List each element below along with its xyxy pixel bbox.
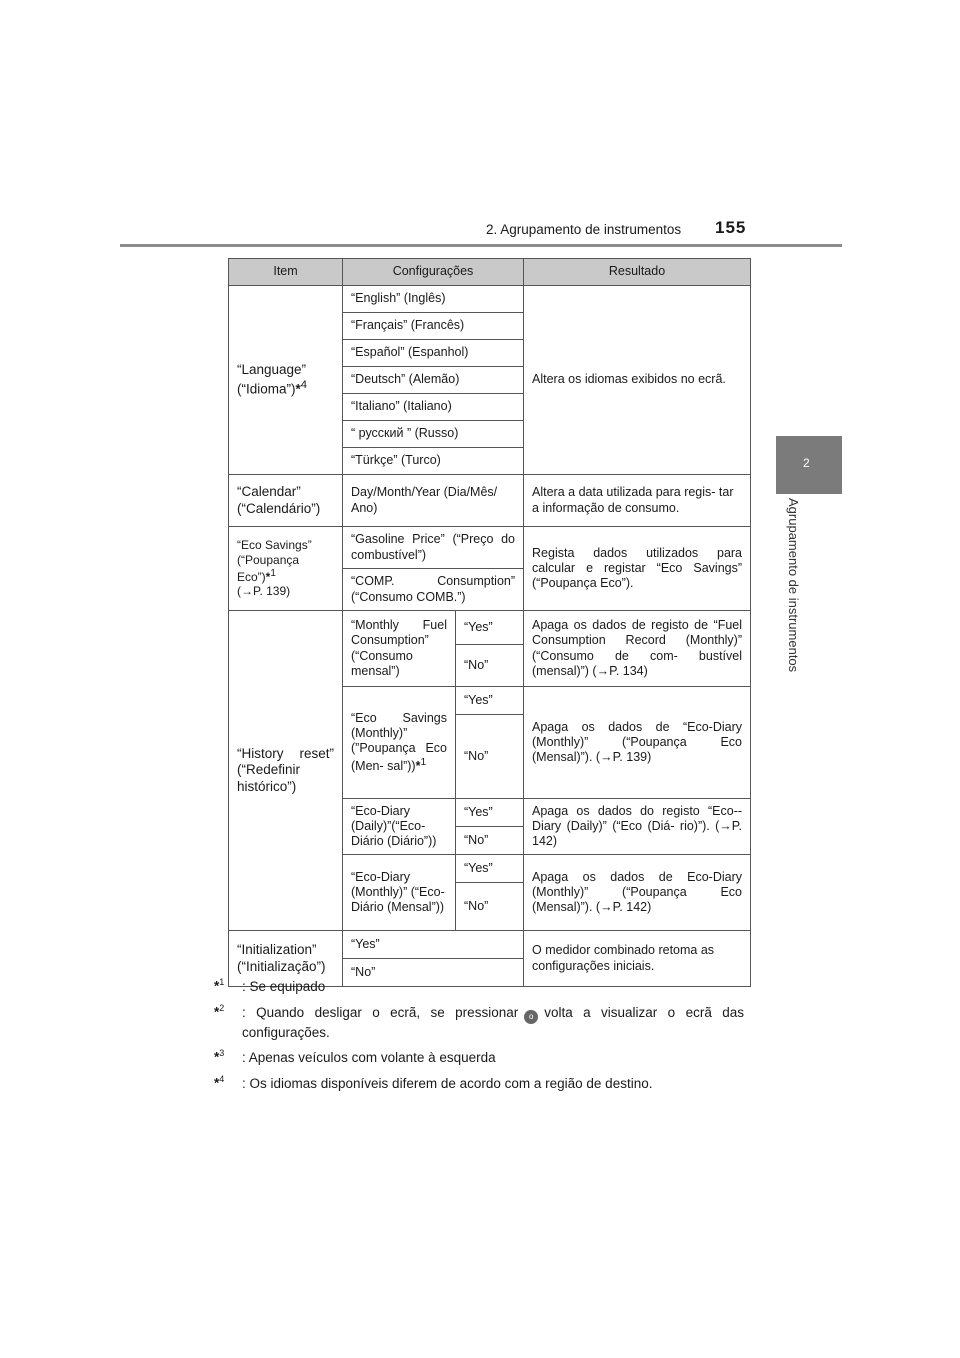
option-yes: “Yes”	[456, 687, 524, 715]
init-result: O medidor combinado retoma as configurações iniciais.	[524, 931, 751, 987]
history-result: Apaga os dados de “Eco-Diary (Monthly)” (“Poupança Eco (Mensal)”). (→P. 139)	[524, 687, 751, 799]
chapter-tab	[776, 436, 842, 494]
eco-item: “Eco Savings” (“Poupança Eco”)*$^1$ (→P. 139)	[229, 527, 343, 611]
language-item: “Language” (“Idioma”)*$^4$	[229, 286, 343, 475]
footnote: *$^3$ : Apenas veículos com volante à esquerda	[214, 1048, 496, 1066]
language-option: “Deutsch” (Alemão)	[343, 367, 524, 394]
language-option: “Español” (Espanhol)	[343, 340, 524, 367]
calendar-result: Altera a data utilizada para regis- tar a informação de consumo.	[524, 475, 751, 527]
history-result: Apaga os dados de Eco-Diary (Monthly)” (“Poupança Eco (Mensal)”). (→P. 142)	[524, 855, 751, 931]
header-item: Item	[229, 259, 343, 286]
option-yes: “Yes”	[456, 611, 524, 645]
table-row	[229, 527, 751, 569]
table-header-row	[229, 259, 751, 286]
language-option: “Français” (Francês)	[343, 313, 524, 340]
language-result: Altera os idiomas exibidos no ecrã.	[524, 286, 751, 475]
table-row	[229, 475, 751, 527]
option-yes: “Yes”	[343, 931, 524, 959]
footnotes	[214, 978, 744, 1100]
header-rule	[120, 244, 842, 247]
init-item: “Initialization” (“Initialização”)	[229, 931, 343, 987]
language-option: “ русский ” (Russo)	[343, 421, 524, 448]
option-yes: “Yes”	[456, 799, 524, 827]
option-no: “No”	[456, 883, 524, 931]
history-setting: “Eco Savings (Monthly)” (”Poupança Eco (Men- sal”))*$^1$	[343, 687, 456, 799]
table-row	[229, 931, 751, 959]
footnote: *$^4$ : Os idiomas disponíveis diferem de acordo com a região de destino.	[214, 1073, 653, 1091]
calendar-item: “Calendar” (“Calendário”)	[229, 475, 343, 527]
table-row	[229, 286, 751, 313]
language-option: “Türkçe” (Turco)	[343, 448, 524, 475]
language-option: “English” (Inglês)	[343, 286, 524, 313]
option-no: “No”	[456, 645, 524, 687]
footnote: *$^2$ : Quando desligar o ecrã, se pressionar o volta a visualizar o ecrã das configurações.	[214, 1002, 744, 1040]
option-yes: “Yes”	[456, 855, 524, 883]
settings-table	[228, 258, 751, 987]
history-item: “History reset” (“Redefinir histórico”)	[229, 611, 343, 931]
page-number: 155	[715, 218, 747, 237]
eco-result: Regista dados utilizados para calcular e registar “Eco Savings” (“Poupança Eco”).	[524, 527, 751, 611]
footnote: *$^1$ : Se equipado	[214, 977, 326, 994]
history-setting: “Eco-Diary (Monthly)” (“Eco-Diário (Mensal”))	[343, 855, 456, 931]
history-setting: “Monthly Fuel Consumption” (“Consumo mensal”)	[343, 611, 456, 687]
option-no: “No”	[456, 715, 524, 799]
chapter-number: 2	[803, 456, 810, 470]
history-setting: “Eco-Diary (Daily)”(“Eco- Diário (Diário”))	[343, 799, 456, 855]
option-no: “No”	[456, 827, 524, 855]
chapter-label: Agrupamento de instrumentos	[786, 498, 801, 673]
eco-page-ref: (→P. 139)	[237, 584, 291, 599]
header-result: Resultado	[524, 259, 751, 286]
calendar-setting: Day/Month/Year (Dia/Mês/ Ano)	[343, 475, 524, 527]
option-no: “No”	[343, 959, 524, 987]
section-title: 2. Agrupamento de instrumentos	[486, 222, 682, 237]
history-result: Apaga os dados de registo de “Fuel Consumption Record (Monthly)” (“Consumo de com- bustível (mensal)”) (→P. 134)	[524, 611, 751, 687]
language-option: “Italiano” (Italiano)	[343, 394, 524, 421]
round-button-icon: o	[524, 1010, 538, 1024]
eco-option: “COMP. Consumption” (“Consumo COMB.”)	[343, 569, 524, 611]
header-settings: Configurações	[343, 259, 524, 286]
table-row	[229, 611, 751, 645]
history-result: Apaga os dados do registo “Eco--Diary (Daily)” (“Eco (Diá- rio)”). (→P. 142)	[524, 799, 751, 855]
eco-option: “Gasoline Price” (“Preço do combustível”)	[343, 527, 524, 569]
